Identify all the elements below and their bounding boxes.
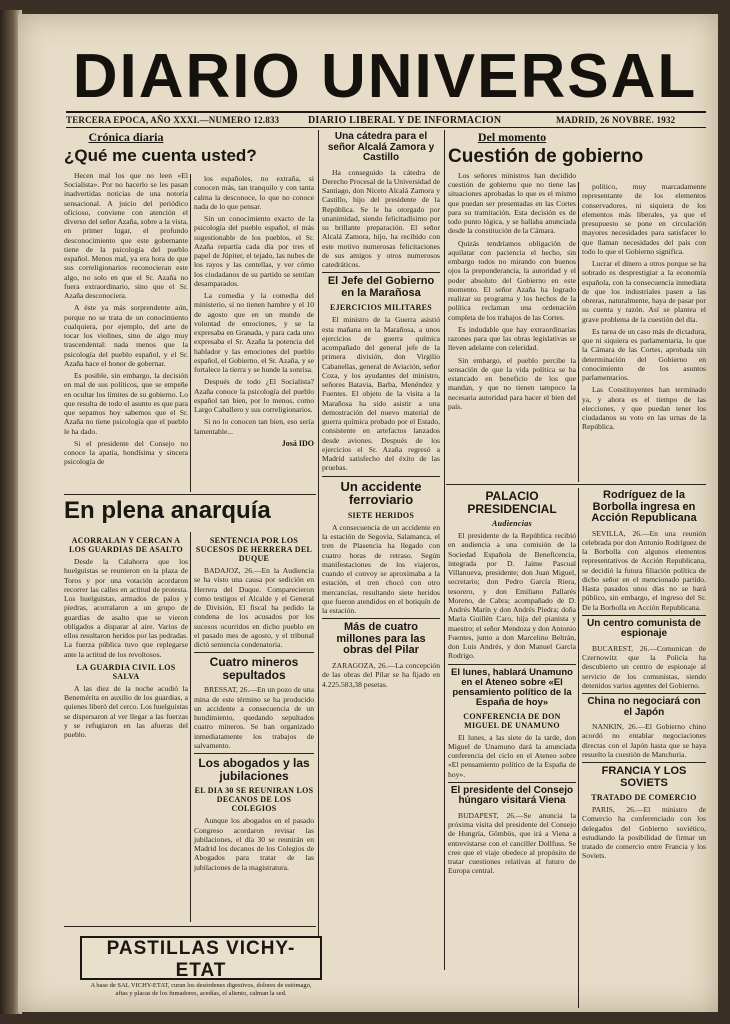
- article-divider: [582, 693, 706, 694]
- francia-subhead: TRATADO DE COMERCIO: [591, 793, 697, 803]
- anarquia-header: [64, 496, 316, 526]
- momento-headline: Cuestión de gobierno: [448, 146, 644, 167]
- espionaje-body: BUCAREST, 26.—Comunican de Czernowitz que la Policía ha descubierto un centro de espionaje al servicio de los comunistas, siendo detenidos varios agentes del Gobierno.: [582, 643, 706, 690]
- borbolla-headline: Rodríguez de la Borbolla ingresa en Acción Republicana: [591, 489, 697, 525]
- momento-paragraph: político, muy marcadamente representante de los elementos conservadores, ni siquiera de los elementos más liberales, ya que el presupuesto se pone en circulación mayores necesidades para satisfacer lo que llaman necesidades del país con todo lo que el Gobierno significa.: [582, 182, 706, 256]
- article-divider: [194, 652, 314, 653]
- section-divider: [64, 926, 316, 927]
- masthead-rule-top: [66, 111, 706, 113]
- ad-text: A base de SAL VICHY-ETAT, curan los desórdenes digestivos, dolores de estómago, aftas y placas de los fumadores, acedías, el aliento, calman la sed.: [90, 982, 312, 997]
- section-divider: [64, 494, 316, 495]
- cronica-paragraph: Si el presidente del Consejo no conoce la apatía, hondísima y sincera psicología de: [64, 438, 188, 467]
- momento-paragraph: Lucrar el dinero a otros porque se ha sobrado es desprestigiar a la economía española, con la consecuencia inmediata de que los industriales pasen a las obreras, naturalmente, haya de pasar por su cuenta y razón. Así se plantea el grave problema de la cuestión del día.: [582, 259, 706, 324]
- unamuno-subhead: CONFERENCIA DE DON MIGUEL DE UNAMUNO: [463, 711, 561, 730]
- pilar-headline: Más de cuatro millones para las obras del Pilar: [336, 621, 426, 657]
- cronica-paragraph: Si no lo conocen tan bien, eso sería lamentable...: [194, 417, 314, 436]
- column-divider: [190, 532, 191, 922]
- momento-paragraph: Es indudable que hay extraordinarias razones para que las obras legislativas se lleven adelante con celeridad.: [448, 324, 576, 353]
- section-divider: [446, 484, 706, 485]
- issue-date: MADRID, 26 NOVBRE. 1932: [556, 115, 676, 125]
- anarquia-subhead: LA GUARDIA CIVIL LOS SALVA: [76, 662, 176, 681]
- pilar-body: ZARAGOZA, 26.—La concepción de las obras del Pilar se ha fijado en 4.225.583,38 pesetas.: [322, 661, 440, 689]
- cronica-paragraph: A éste ya más sorprendente aún, porque no se trata de un conocimiento cualquiera, por ejemplo, del arte de tocar los violines, sino de algo muy trascendental: nada menos que la psicología del pueblo español, y el Sr. Azaña hace el honor de gobernar.: [64, 303, 188, 368]
- vichy-advertisement: [80, 936, 322, 997]
- anarquia-subhead: ACORRALAN Y CERCAN A LOS GUARDIAS DE ASALTO: [69, 536, 183, 554]
- momento-paragraph: Las Constituyentes han terminado ya, y ahora es el tiempo de las elecciones, y que puedan tener los ciudadanos su voto en las urnas de la República.: [582, 385, 706, 432]
- article-divider: [582, 615, 706, 616]
- abogados-headline: Los abogados y las jubilaciones: [198, 756, 310, 783]
- momento-paragraph: Sin embargo, el pueblo percibe la sensación de que la vida política se ha estancado en beneficio de los que mandan, y que no tienen tampoco la necesaria autoridad para hacer el bien del país.: [448, 355, 576, 411]
- anarquia-body: A las diez de la noche acudió la Benemérita en auxilio de los guardias, a quienes liberó del cerco. Los huelguistas se dispersaron al ver llegar a las fuerzas y se refugiaron en las afueras del pueblo.: [64, 683, 188, 739]
- momento-paragraph: Los señores ministros han decidido cuestión de gobierno que no tiene las situaciones aprobadas lo que es el mismo que puedan ser presentadas en las Cortes para su tramitación. Esta decisión es de todo punto lógica, y se hallaba anunciada desde la constitución de la Cámara.: [448, 170, 576, 236]
- anarquia-body: Desde la Calahorra que los huelguistas se reunieron en la plaza de Toros y por una votación acordaron recorrer las calles en actitud de protesta. Los huelguistas, armados de palos y piedras, acorralaron a un grupo de guardias de asalto que se vieron obligados a disparar al aire. Varios de ellos resultaron heridos por las pedradas. La fuerza pública tuvo que replegarse ante la actitud de los revoltosos.: [64, 557, 188, 659]
- article-divider: [582, 762, 706, 763]
- accidente-subhead: SIETE HERIDOS: [347, 510, 415, 520]
- maranosa-subhead: EJERCICIOS MILITARES: [329, 303, 433, 313]
- cronica-paragraph: Es posible, sin embargo, la decisión en mal de sus políticos, que se empeñe en ocultar los límites de su gobierno. Lo que resulta de todo el asunto es que para que sepamos hoy sabemos que el Sr. Azaña no tiene psicología que el pueblo le ha dado.: [64, 371, 188, 436]
- palacio-subhead: Audiencias: [492, 519, 532, 529]
- herrera-subhead: SENTENCIA POR LOS SUCESOS DE HERRERA DEL DUQUE: [195, 536, 313, 563]
- cronica-paragraph: Después de todo ¿El Socialista? Azaña conoce la psicología del pueblo español tan bien, por lo menos, como Largo Caballero y sus correligionarios.: [194, 377, 314, 414]
- momento-paragraph: Quizás tendríamos obligación de aquilatar con paciencia el hecho, sin embargo todos no mirando con buenos ojos la preponderancia, la autoridad y el poder absoluto del Gobierno en este momento. El señor Azaña ha logrado realizar su programa y los hechos de la política reclaman una ordenación completa de los trabajos de las Cortes.: [448, 238, 576, 322]
- ad-title: PASTILLAS VICHY-ETAT: [106, 938, 296, 981]
- abogados-subhead: EL DIA 30 SE REUNIRAN LOS DECANOS DE LOS COLEGIOS: [194, 786, 314, 814]
- article-divider: [322, 272, 440, 273]
- borbolla-body: SEVILLA, 26.—En una reunión celebrada por don Antonio Rodríguez de la Borbolla con algunos elementos representativos de Acción Republicana, se decidió la futura filiación política de dicho señor en el mencionado partido. Hasta pasados unos días no se hará público, sin embargo, el ingreso del Sr. De la Borbolla en Acción Republicana.: [582, 528, 706, 612]
- article-divider: [448, 664, 576, 665]
- cronica-signature: Josá IDO: [281, 438, 314, 448]
- hungaro-body: BUDAPEST, 26.—Se anuncia la próxima visita del presidente del Consejo de Hungría, Gömbös, que irá a Viena a entrevistarse con el canciller Dollfuss. Se cree que el viaje obedece al propósito de tratar cuestiones relativas al futuro de Europa central.: [448, 810, 576, 876]
- francia-headline: FRANCIA Y LOS SOVIETS: [601, 765, 687, 789]
- article-divider: [448, 782, 576, 783]
- unamuno-headline: El lunes, hablará Unamuno en el Ateneo sobre «El pensamiento político de la España de hoy»: [451, 666, 573, 708]
- maranosa-headline: El Jefe del Gobierno en la Marañosa: [327, 275, 435, 299]
- tagline: DIARIO LIBERAL Y DE INFORMACION: [308, 115, 502, 126]
- column-palacio: [448, 488, 576, 1008]
- cronica-headline: ¿Qué me cuenta usted?: [64, 146, 257, 165]
- column-right-news: [582, 488, 706, 1008]
- unamuno-body: El lunes, a las siete de la tarde, don Miguel de Unamuno dará la anunciada conferencia del ciclo en el Ateneo sobre «El pensamiento político de la España de hoy».: [448, 732, 576, 779]
- column-anarquia-left: [64, 532, 188, 924]
- column-divider: [444, 130, 445, 970]
- column-center-news: [322, 130, 440, 1010]
- mineros-headline: Cuatro mineros sepultados: [209, 655, 299, 682]
- palacio-headline: PALACIO PRESIDENCIAL: [467, 489, 557, 516]
- catedra-headline: Una cátedra para el señor Alcalá Zamora y Castillo: [327, 131, 435, 163]
- francia-body: PARIS, 26.—El ministro de Comercio ha conferenciado con los delegados del Gobierno soviético, estudiando la posibilidad de firmar un tratado de comercio entre Francia y los Soviets.: [582, 805, 706, 861]
- column-divider: [578, 488, 579, 1008]
- column-divider: [318, 130, 319, 970]
- herrera-body: BADAJOZ, 26.—En la Audiencia se ha visto una causa por sedición en Herrera del Duque. Comparecieron como testigos el Alcalde y el General de División, El fiscal ha pedido la condena de los acusados por los sucesos ocurridos en dicho pueblo en el pasado mes de agosto, y el tribunal dictó sentencia condenatoria.: [194, 566, 314, 649]
- mineros-body: BRESSAT, 26.—En un pozo de una mina de este término se ha producido un accidente a consecuencia de un hundimiento, quedando sepultados cuatro mineros. Se han organizado inmediatamente los trabajos de salvamento.: [194, 685, 314, 750]
- cronica-paragraph: los españoles, no extraña, si conocen más, tan tranquilo y con tanta calma la desconoce, lo que no conoce nada de lo que pensar.: [194, 174, 314, 211]
- cronica-paragraph: Sin un conocimiento exacto de la psicología del pueblo español, el más sugestionable de los pueblos, el Sr. Azaña repartía cada día por tres el papel de Júpiter, el tejado, las nubes de los rayos y las centellas, y ver cómo los ciudadanos de su partido se sentían desamparados.: [194, 214, 314, 288]
- espionaje-headline: Un centro comunista de espionaje: [587, 617, 701, 640]
- masthead-rule-bottom: [66, 127, 706, 128]
- anarquia-headline: En plena anarquía: [64, 497, 271, 524]
- column-cronica-cont: [194, 174, 314, 492]
- palacio-body: El presidente de la República recibió en audiencia a una comisión de la Sociedad Española de Beneficencia, integrada por D. Jaime Pascual Villanueva, presidente; don Juan Miguel, secretario; don Pedro García Riera, tesorero, y don Emiliano Pallarés Moreno, de Cabra; acompañado de D. Andrés Marín y don Andrés Piedra; doña María Guillén Caro, hija del pianista y maestro; el señor Mendoza y don Antonio Fuentes, junto a don Marcelino Beltrán, don Luis Andrés, y don Manuel García Rodrigo.: [448, 531, 576, 661]
- cronica-kicker: Crónica diaria: [88, 130, 164, 144]
- column-momento-cont: [582, 182, 706, 482]
- article-divider: [194, 753, 314, 754]
- column-divider: [578, 182, 579, 482]
- hungaro-headline: El presidente del Consejo húngaro visitará Viena: [450, 784, 574, 807]
- cronica-paragraph: Hecen mal los que no leen «El Socialista». Por no hacerlo se les pasan inadvertidas noticias de una notoria sensacional. A juicio del periódico oficioso, conviene con atención el diverso del señor Azaña, sobre a la vista, en primer lugar, el profundo desconocimiento que este gobernante tiene de la psicología del pueblo español. Menos mal, ya era hora de que sus correligionarios reconocieran este algo, no solo en que el Sr. Azaña no fuera extraordinario, sino que el Sr. Azaña desconociera.: [64, 170, 188, 301]
- momento-kicker: Del momento: [477, 130, 547, 144]
- momento-paragraph: Es tarea de un caso más de dictadura, que ni siquiera es parlamentaria, lo que la Cámara de las Cortes, aprobada sin determinación del Gobierno en conocimiento de los asuntos parlamentarios.: [582, 326, 706, 382]
- article-divider: [322, 476, 440, 477]
- masthead-title: DIARIO UNIVERSAL: [72, 42, 698, 111]
- newspaper-page: [18, 14, 718, 1012]
- article-divider: [322, 618, 440, 619]
- cronica-paragraph: La comedia y la comedia del ministerio, si no tienen hambre y el 10 de agosto que en un mundo de voluntad de emociones, y se la expresaba en Granada, y para cada uno expresaba el Sr. Azaña la potencia del hablador y las emociones del pueblo español, el Gobierno, el Sr. Azaña, y se fortalece la tierra y se hunde la sonrisa.: [194, 291, 314, 374]
- column-anarquia-right: [194, 532, 314, 924]
- catedra-body: Ha conseguido la cátedra de Derecho Procesal de la Universidad de Santiago, don Niceto Alcalá Zamora y Castillo, hijo del presidente de la República. Se le ha otorgado por unanimidad, siendo felicitadísimo por su brillante preparación. El señor Alcalá Zamora, hijo, ha recibido con este motivo numerosas felicitaciones de sus amigos y otros numerosos catedráticos.: [322, 167, 440, 269]
- accidente-headline: Un accidente ferroviario: [340, 478, 422, 508]
- column-divider: [190, 174, 191, 492]
- maranosa-body: El ministro de la Guerra asistió esta mañana en la Marañosa, a unos ejercicios de guerra química acompañado del general jefe de la primera división, don Virgilio Cabanellas, general de Aviación, señor Coza, y los ayudantes del ministro, señores Batavia, Barba, Menéndez y Fuentes. El objeto de la visita a la Marañosa ha sido asistir a una demostración del nuevo material de guerra química probado por el Estado, consistente en artefactos lanzados desde aviones. Después de los ejercicios el Sr. Azaña regresó a Madrid satisfecho del éxito de las pruebas.: [322, 315, 440, 473]
- abogados-body: Aunque los abogados en el pasado Congreso acordaron revisar las jubilaciones, el día 30 se reunirán en Madrid los decanos de los Colegios de Abogados para tratar de las jubilaciones de la magistratura.: [194, 816, 314, 872]
- edition-info: TERCERA EPOCA, AÑO XXXI.—NUMERO 12.833: [66, 115, 280, 125]
- accidente-body: A consecuencia de un accidente en la estación de Segovia, Salamanca, el tren de Plasencia ha llegado con cuatro horas de retraso. Según manifestaciones de los viajeros, cuando el convoy se aproximaba a la estación, el tren chocó con otro mercancías, resultando siete heridos que fueron atendidos en el botiquín de la estación.: [322, 522, 440, 616]
- china-headline: China no negociará con el Japón: [587, 696, 701, 718]
- china-body: NANKIN, 26.—El Gobierno chino acordó no entablar negociaciones directas con el Japón hasta que se haya resuelto la cuestión de Manchuria.: [582, 722, 706, 759]
